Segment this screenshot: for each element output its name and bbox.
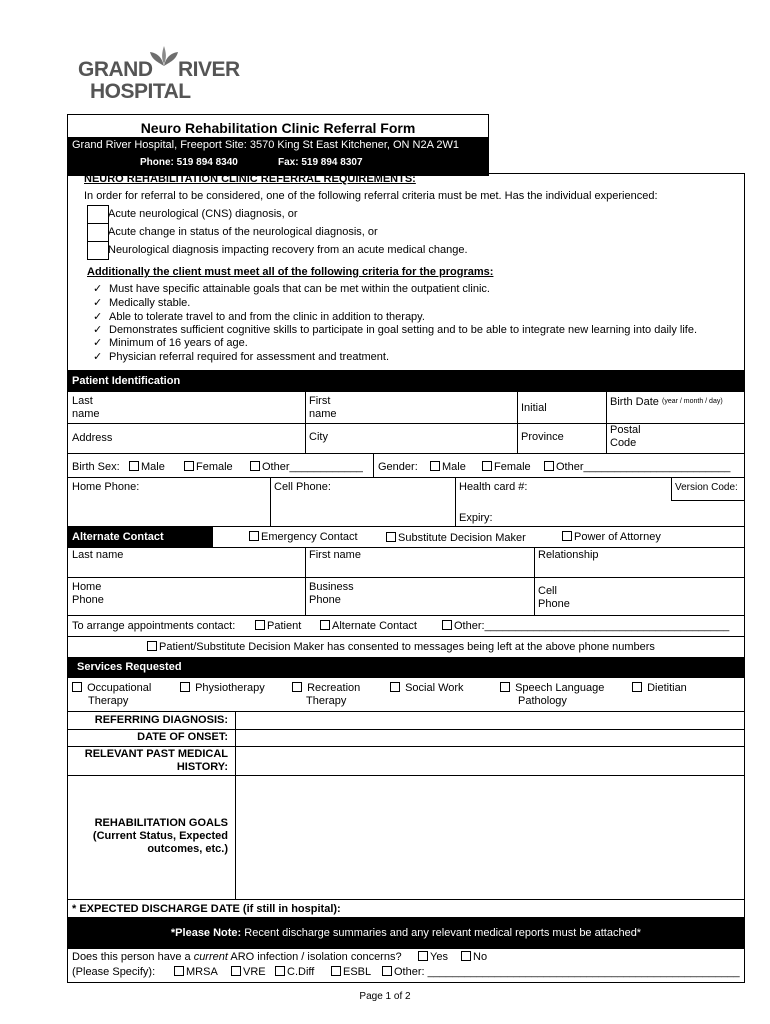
aro-other[interactable]: Other: ___________________________________________________ bbox=[382, 966, 740, 979]
criteria-checkbox-1[interactable] bbox=[87, 205, 109, 224]
criteria-2: Acute change in status of the neurological diagnosis, or bbox=[108, 226, 378, 238]
logo-grand: GRAND bbox=[78, 58, 153, 81]
checklist-item: Medically stable. bbox=[109, 297, 191, 309]
service-physio[interactable]: Physiotherapy bbox=[180, 682, 265, 695]
aro-question: Does this person have a current ARO infection / isolation concerns? bbox=[72, 951, 402, 963]
checkbox-icon bbox=[231, 966, 241, 976]
aro-cdiff[interactable]: C.Diff bbox=[275, 966, 314, 979]
checkbox-icon bbox=[275, 966, 285, 976]
checkbox-icon bbox=[129, 461, 139, 471]
logo-river: RIVER bbox=[178, 58, 240, 81]
alt-cell-phone-label: Cell Phone bbox=[538, 585, 570, 610]
service-slp[interactable]: Speech Language Pathology bbox=[500, 682, 604, 708]
checkbox-icon bbox=[418, 951, 428, 961]
aro-mrsa[interactable]: MRSA bbox=[174, 966, 218, 979]
cell-phone-label: Cell Phone: bbox=[274, 481, 331, 493]
address-label: Address bbox=[72, 432, 113, 444]
checkbox-icon bbox=[249, 531, 259, 541]
form-header bbox=[67, 114, 489, 176]
criteria-3: Neurological diagnosis impacting recovery from an acute medical change. bbox=[108, 244, 468, 256]
checkbox-icon bbox=[500, 682, 510, 692]
home-phone-label: Home Phone: bbox=[72, 481, 140, 493]
hospital-logo bbox=[78, 46, 248, 104]
check-icon: ✓ bbox=[93, 283, 103, 295]
check-icon: ✓ bbox=[93, 297, 103, 309]
checklist-item: Minimum of 16 years of age. bbox=[109, 337, 248, 349]
alt-home-phone-label: Home Phone bbox=[72, 581, 104, 606]
alt-first-name-label: First name bbox=[309, 549, 361, 561]
expiry-label: Expiry: bbox=[459, 512, 493, 524]
form-title: Neuro Rehabilitation Clinic Referral Form bbox=[140, 120, 416, 136]
aro-yes[interactable]: Yes bbox=[418, 951, 448, 964]
check-icon: ✓ bbox=[93, 311, 103, 323]
requirements-heading: NEURO REHABILITATION CLINIC REFERRAL REQUIREMENTS: bbox=[84, 173, 416, 185]
checkbox-icon bbox=[382, 966, 392, 976]
province-label: Province bbox=[521, 431, 564, 443]
checkbox-icon bbox=[331, 966, 341, 976]
arrange-patient[interactable]: Patient bbox=[255, 620, 301, 633]
criteria-1: Acute neurological (CNS) diagnosis, or bbox=[108, 208, 298, 220]
medical-history-label: RELEVANT PAST MEDICAL HISTORY: bbox=[84, 748, 228, 773]
note-text: *Please Note: Recent discharge summaries and any relevant medical reports must be attached* bbox=[170, 927, 642, 939]
version-code-label: Version Code: bbox=[675, 482, 738, 493]
check-icon: ✓ bbox=[93, 351, 103, 363]
service-ot[interactable]: Occupational Therapy bbox=[72, 682, 151, 708]
poa-option[interactable]: Power of Attorney bbox=[562, 531, 661, 544]
checklist-item: Must have specific attainable goals that can be met within the outpatient clinic. bbox=[109, 283, 490, 295]
site-address: Grand River Hospital, Freeport Site: 3570 King St East Kitchener, ON N2A 2W1 bbox=[72, 139, 460, 151]
arrange-other[interactable]: Other:________________________________________ bbox=[442, 620, 729, 633]
first-name-label: First name bbox=[309, 395, 337, 420]
consent-option[interactable]: Patient/Substitute Decision Maker has consented to messages being left at the above phone numbers bbox=[147, 641, 655, 654]
alternate-contact-bar bbox=[67, 526, 213, 547]
fax-number: Fax: 519 894 8307 bbox=[278, 157, 363, 168]
aro-vre[interactable]: VRE bbox=[231, 966, 266, 979]
date-of-onset-label: DATE OF ONSET: bbox=[137, 731, 228, 743]
checkbox-icon bbox=[292, 682, 302, 692]
aro-no[interactable]: No bbox=[461, 951, 487, 964]
phone-number: Phone: 519 894 8340 bbox=[140, 157, 238, 168]
gender-male[interactable]: Male bbox=[430, 461, 466, 474]
services-bar bbox=[67, 657, 745, 678]
postal-code-label: Postal Code bbox=[610, 424, 641, 449]
checkbox-icon bbox=[544, 461, 554, 471]
page-number: Page 1 of 2 bbox=[359, 991, 411, 1002]
additional-heading: Additionally the client must meet all of the following criteria for the programs: bbox=[87, 266, 494, 278]
patient-id-title: Patient Identification bbox=[72, 375, 181, 387]
patient-id-bar bbox=[67, 370, 745, 392]
discharge-date-label: * EXPECTED DISCHARGE DATE (if still in hospital): bbox=[72, 903, 341, 915]
service-recreation[interactable]: Recreation Therapy bbox=[292, 682, 360, 708]
service-social-work[interactable]: Social Work bbox=[390, 682, 464, 695]
initial-label: Initial bbox=[521, 402, 547, 414]
gender-female[interactable]: Female bbox=[482, 461, 531, 474]
checkbox-icon bbox=[442, 620, 452, 630]
sdm-option[interactable]: Substitute Decision Maker bbox=[386, 532, 526, 545]
alternate-contact-title: Alternate Contact bbox=[72, 531, 164, 543]
checkbox-icon bbox=[632, 682, 642, 692]
birth-sex-male[interactable]: Male bbox=[129, 461, 165, 474]
alt-last-name-label: Last name bbox=[72, 549, 124, 561]
referring-diagnosis-label: REFERRING DIAGNOSIS: bbox=[94, 714, 228, 726]
services-title: Services Requested bbox=[77, 661, 182, 673]
alt-business-phone-label: Business Phone bbox=[309, 581, 354, 606]
service-dietitian[interactable]: Dietitian bbox=[632, 682, 687, 695]
checkbox-icon bbox=[461, 951, 471, 961]
checkbox-icon bbox=[482, 461, 492, 471]
arrange-alt-contact[interactable]: Alternate Contact bbox=[320, 620, 417, 633]
requirements-intro: In order for referral to be considered, one of the following referral criteria must be met. Has the individual experienced: bbox=[84, 190, 658, 202]
birth-sex-label: Birth Sex: bbox=[72, 461, 120, 473]
checkbox-icon bbox=[390, 682, 400, 692]
birth-sex-other[interactable]: Other____________ bbox=[250, 461, 363, 474]
checkbox-icon bbox=[255, 620, 265, 630]
checkbox-icon bbox=[250, 461, 260, 471]
checkbox-icon bbox=[72, 682, 82, 692]
checklist-item: Able to tolerate travel to and from the clinic in addition to therapy. bbox=[109, 311, 425, 323]
aro-specify-label: (Please Specify): bbox=[72, 966, 156, 978]
checklist-item: Demonstrates sufficient cognitive skills to participate in goal setting and to be able to integrate new learning into daily life. bbox=[109, 324, 698, 336]
criteria-checkbox-2[interactable] bbox=[87, 223, 109, 242]
health-card-label: Health card #: bbox=[459, 481, 528, 493]
gender-label: Gender: bbox=[378, 461, 418, 473]
arrange-label: To arrange appointments contact: bbox=[72, 620, 236, 632]
checkbox-icon bbox=[430, 461, 440, 471]
checkbox-icon bbox=[180, 682, 190, 692]
note-bar bbox=[67, 917, 745, 949]
birth-date-label: Birth Date (year / month / day) bbox=[610, 396, 723, 408]
emergency-contact-option[interactable]: Emergency Contact bbox=[249, 531, 358, 544]
criteria-checkbox-3[interactable] bbox=[87, 241, 109, 260]
last-name-label: Last name bbox=[72, 395, 100, 420]
relationship-label: Relationship bbox=[538, 549, 599, 561]
header-contact-bar bbox=[68, 137, 488, 175]
check-icon: ✓ bbox=[93, 324, 103, 336]
gender-other[interactable]: Other________________________ bbox=[544, 461, 730, 474]
checkbox-icon bbox=[386, 532, 396, 542]
check-icon: ✓ bbox=[93, 337, 103, 349]
checkbox-icon bbox=[184, 461, 194, 471]
city-label: City bbox=[309, 431, 328, 443]
checkbox-icon bbox=[320, 620, 330, 630]
rehab-goals-label: REHABILITATION GOALS (Current Status, Expected outcomes, etc.) bbox=[92, 817, 228, 855]
checkbox-icon bbox=[562, 531, 572, 541]
checklist-item: Physician referral required for assessment and treatment. bbox=[109, 351, 390, 363]
checkbox-icon bbox=[174, 966, 184, 976]
checkbox-icon bbox=[147, 641, 157, 651]
birth-sex-female[interactable]: Female bbox=[184, 461, 233, 474]
aro-esbl[interactable]: ESBL bbox=[331, 966, 371, 979]
logo-hospital: HOSPITAL bbox=[90, 80, 191, 103]
